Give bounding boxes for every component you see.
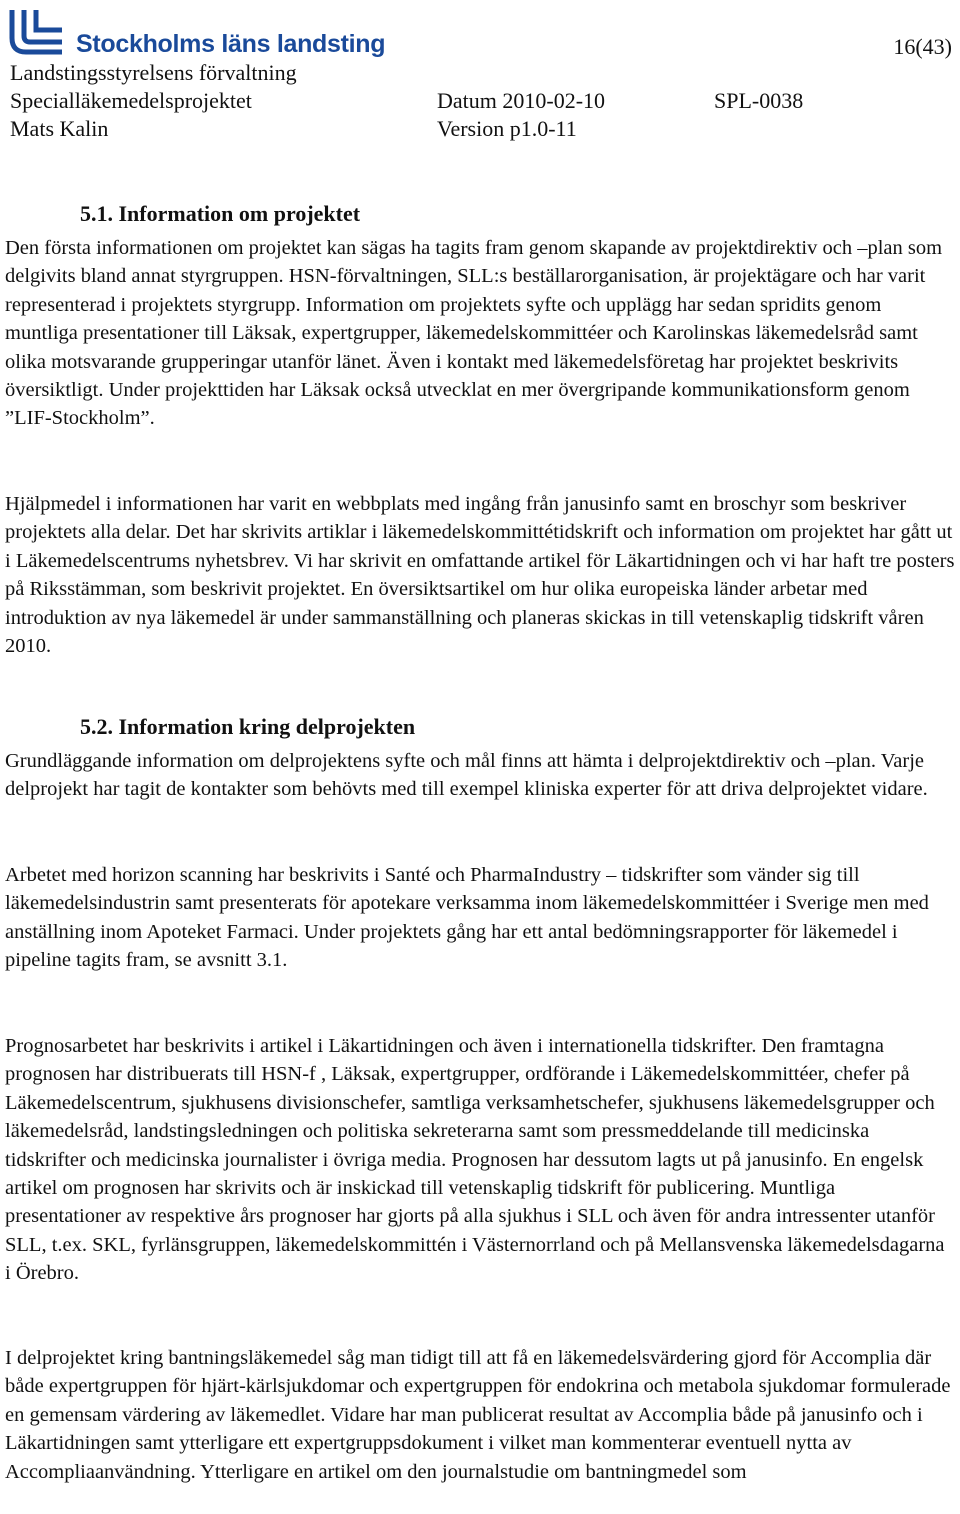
logo-text: Stockholms läns landsting [76, 30, 386, 58]
paragraph: Grundläggande information om delprojektens syfte och mål finns att hämta i delprojektdirektiv och –plan. Varje delprojekt har tagit de kontakter som behövts med till exempel kliniska experter för att driva delprojektet vidare. [5, 750, 928, 801]
project-name: Specialläkemedelsprojektet [10, 88, 252, 113]
doc-date: Datum 2010-02-10 [437, 88, 606, 113]
page-number: 16(43) [893, 34, 952, 59]
author-name: Mats Kalin [10, 116, 109, 141]
sll-logo-icon [8, 8, 66, 56]
org-name: Landstingsstyrelsens förvaltning [10, 60, 297, 85]
paragraph: Arbetet med horizon scanning har beskrivits i Santé och PharmaIndustry – tidskrifter som vänder sig till läkemedelsindustrin samt presenterats för apotekare verksamma inom läkemedelskommittéer i Sverige men med anställning inom Apoteket Farmaci. Under projektets gång har ett antal bedömningsrapporter för läkemedel i pipeline tagits fram, se avsnitt 3.1. [5, 864, 929, 972]
section-heading-5-1: 5.1. Information om projektet [80, 201, 361, 226]
doc-version: Version p1.0-11 [437, 116, 577, 141]
paragraph: Prognosarbetet har beskrivits i artikel i Läkartidningen och även i internationella tidskrifter. Den framtagna prognosen har distribuerats till HSN-f , Läksak, expertgrupper, ordförande i Läkemedelskommittéer, chefer på Läkemedelscentrum, sjukhusens divisionschefer, samtliga verksamhetschefer, sjukhusens läkemedelsgrupper och läkemedelsråd, landstingsledningen och politiska sekreterarna samt som pressmeddelande till medicinska tidskrifter och medicinska journalister i övriga media. Prognosen har dessutom lagts ut på janusinfo. En engelsk artikel om prognosen har skrivits och är inskickad till vetenskaplig tidskrift för publicering. Muntliga presentationer av respektive års prognoser har gjorts på alla sjukhus i SLL och även för andra intressenter utanför SLL, t.ex. SKL, fyrlänsgruppen, läkemedelskommittén i Västernorrland och på Mellansvenska läkemedelsdagarna i Örebro. [5, 1035, 945, 1285]
section-heading-5-2: 5.2. Information kring delprojekten [80, 714, 416, 739]
paragraph: I delprojektet kring bantningsläkemedel såg man tidigt till att få en läkemedelsvärdering gjord för Accomplia där både expertgruppen för hjärt-kärlsjukdomar och expertgruppen för endokrina och metabola sjukdomar formulerade en gemensam värdering av läkemedlet. Vidare har man publicerat resultat av Accomplia både på janusinfo och i Läkartidningen samt ytterligare ett expertgruppsdokument i vilket man kommenterar eventuell nytta av Accompliaanvändning. Ytterligare en artikel om den journalstudie om bantningmedel som [5, 1347, 951, 1483]
doc-id: SPL-0038 [714, 88, 804, 113]
paragraph: Den första informationen om projektet kan sägas ha tagits fram genom skapande av projektdirektiv och –plan som delgivits bland annat styrgruppen. HSN-förvaltningen, SLL:s beställarorganisation, är projektägare och har varit representerad i projektets styrgrupp. Information om projektets syfte och upplägg har sedan spridits genom muntliga presentationer till Läksak, expertgrupper, läkemedelskommittéer och Karolinskas läkemedelsråd samt olika motsvarande grupperingar utanför länet. Även i kontakt med läkemedelsföretag har projektet beskrivits översiktligt. Under projekttiden har Läksak också utvecklat en mer övergripande kommunikationsform genom ”LIF-Stockholm”. [5, 237, 943, 430]
paragraph: Hjälpmedel i informationen har varit en webbplats med ingång från janusinfo samt en broschyr som beskriver projektets alla delar. Det har skrivits artiklar i läkemedelskommittétidskrift och information om projektet har gått ut i Läkemedelscentrums nyhetsbrev. Vi har skrivit en omfattande artikel för Läkartidningen och vi har haft tre posters på Riksstämman, som beskrivit projektet. En översiktsartikel om hur olika europeiska länder arbetar med introduktion av nya läkemedel är under sammanställning och planeras skickas in till vetenskaplig tidskrift våren 2010. [5, 493, 955, 658]
